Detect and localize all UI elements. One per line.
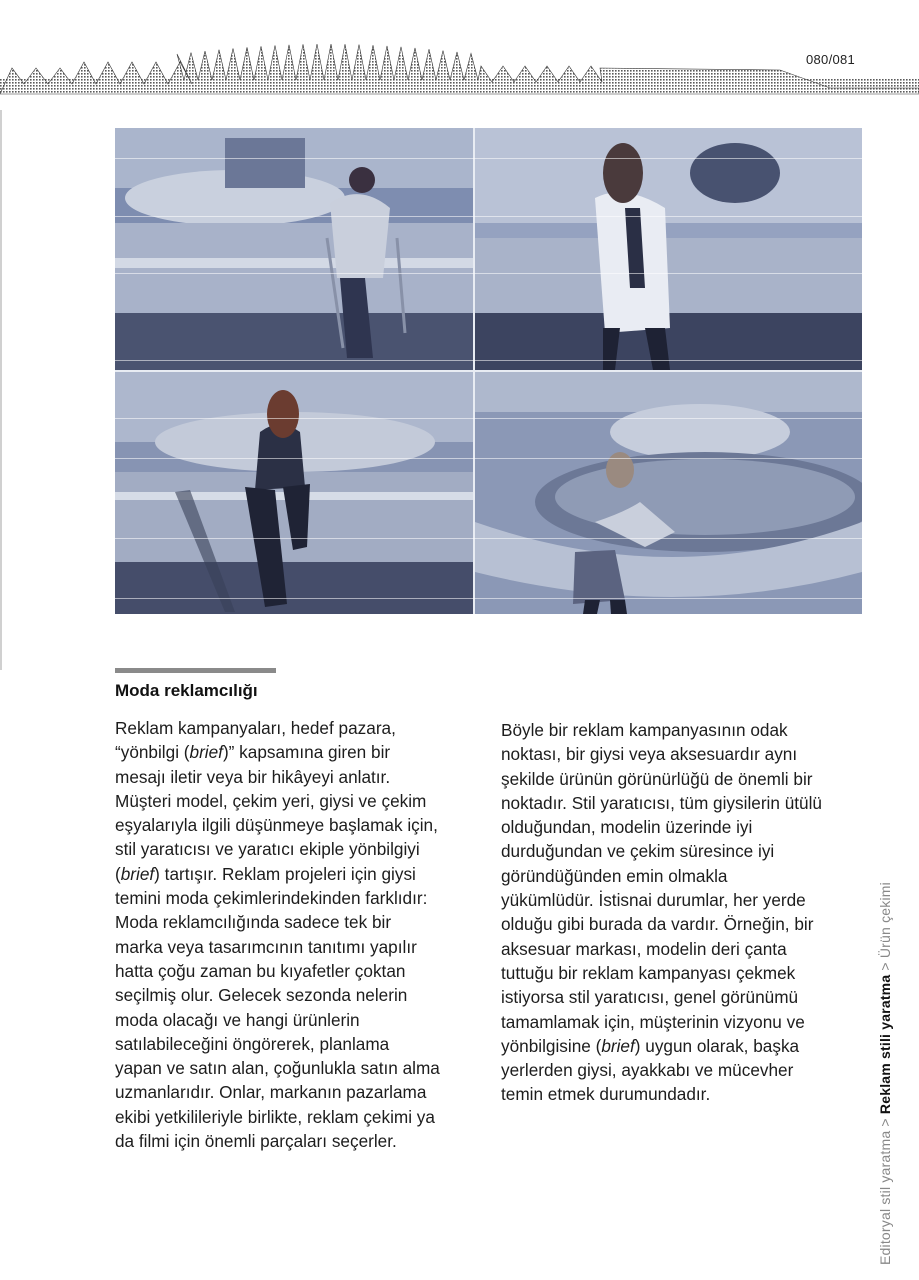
text-line xyxy=(501,839,863,863)
text-line xyxy=(501,912,863,936)
italic-term: brief xyxy=(189,742,223,763)
text-run: noktadır. Stil yaratıcısı, tüm giysilerin ütülü xyxy=(501,792,822,813)
section-rule xyxy=(115,668,276,673)
text-run: temin etmek durumundadır. xyxy=(501,1084,711,1105)
italic-term: brief xyxy=(120,863,155,884)
text-line xyxy=(501,1082,863,1106)
text-line xyxy=(115,837,480,861)
page-number: 080/081 xyxy=(806,52,856,67)
photo-top-right xyxy=(475,128,862,370)
text-line xyxy=(501,767,863,791)
text-line xyxy=(501,937,863,961)
text-run: aksesuar markası, modelin deri çanta xyxy=(501,938,787,959)
text-run: yönbilgisine ( xyxy=(501,1035,602,1056)
text-run: yapan ve satın alan, çoğunlukla satın alma xyxy=(115,1058,440,1079)
text-line xyxy=(501,1058,863,1082)
text-line xyxy=(115,886,480,910)
text-run: Moda reklamcılığında sadece tek bir xyxy=(115,912,392,933)
text-line xyxy=(501,718,863,742)
text-run: yükümlüdür. İstisnai durumlar, her yerde xyxy=(501,890,806,911)
text-run: ) uygun olarak, başka xyxy=(634,1035,800,1056)
text-line xyxy=(501,961,863,985)
page-edge-line xyxy=(0,110,2,670)
text-line xyxy=(115,1008,480,1032)
text-line xyxy=(115,765,480,789)
text-line xyxy=(115,1056,480,1080)
text-run: ekibi yetkilileriyle birlikte, reklam çekimi ya xyxy=(115,1106,435,1127)
text-run: “yönbilgi ( xyxy=(115,742,190,763)
text-line xyxy=(115,959,480,983)
text-run: da filmi için önemli parçaları seçerler. xyxy=(115,1131,397,1152)
text-line xyxy=(501,1010,863,1034)
side-breadcrumb-item: Ürün çekimi xyxy=(877,882,893,959)
text-run: olduğu gibi burada da vardır. Örneğin, bir xyxy=(501,914,814,935)
text-line xyxy=(115,1105,480,1129)
text-run: noktası, bir giysi veya aksesuardır aynı xyxy=(501,744,798,765)
text-run: olduğundan, modelin üzerinde iyi xyxy=(501,817,753,838)
italic-term: brief xyxy=(601,1035,635,1056)
body-text-left-column xyxy=(115,716,480,1153)
photo-bottom-left xyxy=(115,372,473,614)
text-run: moda olacağı ve hangi ürünlerin xyxy=(115,1009,360,1030)
text-line xyxy=(115,813,480,837)
text-line xyxy=(501,864,863,888)
text-run: mesajı iletir veya bir hikâyeyi anlatır. xyxy=(115,766,391,787)
text-run: marka veya tasarımcının tanıtımı yapılır xyxy=(115,936,417,957)
section-title: Moda reklamcılığı xyxy=(115,681,258,700)
photo-top-left xyxy=(115,128,473,370)
text-run: ( xyxy=(115,863,121,884)
text-run: şekilde ürünün görünürlüğü de önemli bir xyxy=(501,768,813,789)
text-line xyxy=(115,983,480,1007)
text-line xyxy=(501,815,863,839)
text-run: göründüğünden emin olmakla xyxy=(501,865,728,886)
photo-grid xyxy=(115,128,862,614)
text-run: tamamlamak için, müşterinin vizyonu ve xyxy=(501,1011,805,1032)
text-run: stil yaratıcısı ve yaratıcı ekiple yönbilgiyi xyxy=(115,839,420,860)
text-line xyxy=(115,1032,480,1056)
side-breadcrumb-separator: > xyxy=(877,958,893,975)
text-line xyxy=(115,1129,480,1153)
photo-bottom-right xyxy=(475,372,862,614)
text-run: tuttuğu bir reklam kampanyası çekmek xyxy=(501,962,796,983)
text-line xyxy=(115,910,480,934)
side-breadcrumb-separator: > xyxy=(877,1114,893,1131)
side-breadcrumb xyxy=(877,882,893,1265)
text-line xyxy=(115,740,480,764)
text-line xyxy=(501,888,863,912)
text-run: ) tartışır. Reklam projeleri için giysi xyxy=(154,863,416,884)
text-line xyxy=(501,985,863,1009)
text-run: eşyalarıyla ilgili düşünmeye başlamak için, xyxy=(115,815,438,836)
side-breadcrumb-current: Reklam stili yaratma xyxy=(877,974,893,1115)
text-line xyxy=(501,791,863,815)
text-run: yerlerden giysi, ayakkabı ve mücevher xyxy=(501,1060,794,1081)
text-line xyxy=(115,862,480,886)
text-run: hatta çoğu zaman bu kıyafetler çoktan xyxy=(115,960,406,981)
body-text-right-column xyxy=(501,718,863,1107)
text-line xyxy=(115,935,480,959)
text-run: Reklam kampanyaları, hedef pazara, xyxy=(115,718,396,738)
text-line xyxy=(501,1034,863,1058)
text-run: durduğundan ve çekim süresince iyi xyxy=(501,841,775,862)
text-line xyxy=(501,742,863,766)
text-run: seçilmiş olur. Gelecek sezonda nelerin xyxy=(115,985,408,1006)
text-run: istiyorsa stil yaratıcısı, genel görünümü xyxy=(501,987,799,1008)
text-run: uzmanlarıdır. Onlar, markanın pazarlama xyxy=(115,1082,427,1103)
text-line xyxy=(115,789,480,813)
text-run: Müşteri model, çekim yeri, giysi ve çekim xyxy=(115,790,427,811)
text-run: satılabileceğini öngörerek, planlama xyxy=(115,1033,390,1054)
text-line xyxy=(115,716,480,740)
header-wave-graphic xyxy=(0,28,919,100)
text-run: temini moda çekimlerindekinden farklıdır: xyxy=(115,888,428,909)
text-line xyxy=(115,1080,480,1104)
text-run: )” kapsamına giren bir xyxy=(222,742,391,763)
side-breadcrumb-item: Editoryal stil yaratma xyxy=(877,1130,893,1265)
text-run: Böyle bir reklam kampanyasının odak xyxy=(501,720,788,740)
